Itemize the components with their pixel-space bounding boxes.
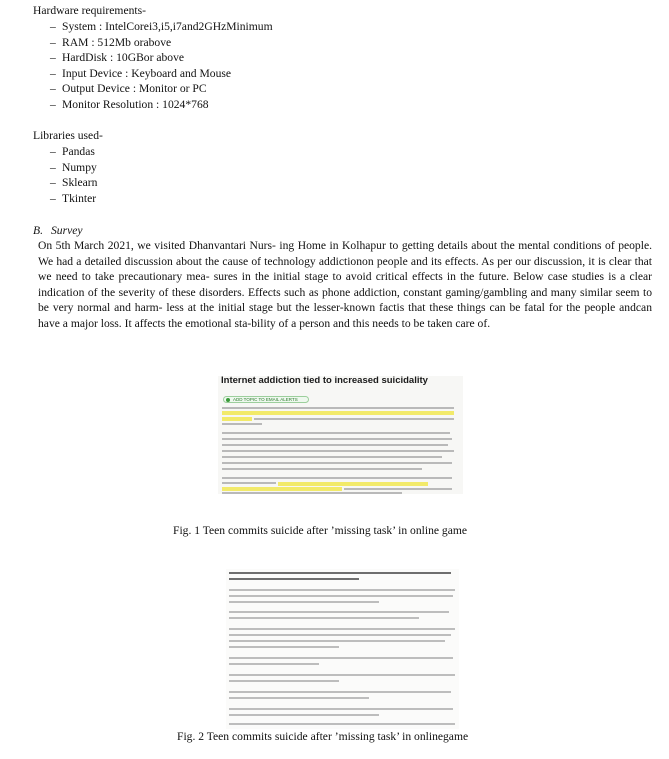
libraries-list [50,144,97,206]
figure-1-article-title: Internet addiction tied to increased suicidality [221,376,428,386]
list-item: – System : IntelCorei3,i5,i7and2GHzMinimum [50,20,273,33]
survey-paragraph: On 5th March 2021, we visited Dhanvantari Nurs- ing Home in Kolhapur to getting details about the mental conditions of people. We had a detailed discussion about the cause of technology addictionon people and its effects. As per our discussion, it is clear that we need to take precautionary mea- sures in the initial stage to avoid critical effects in the future. Below case studies is a clear indication of the severity of these disorders. Effects such as phone addiction, constant gaming/gambling and many similar seem to be very normal and harm- less at the initial stage but the lesser-known factis that these things can be fatal for the people andcan have a major loss. It affects the emotional sta-bility of a person and this needs to be taken care of. [38,239,652,330]
list-item: – Tkinter [50,191,97,205]
figure-1-image [218,376,463,494]
hardware-list [50,19,273,113]
list-item: – Output Device : Monitor or PC [50,82,207,96]
hardware-heading: Hardware requirements- [33,4,146,17]
list-item: – Input Device : Keyboard and Mouse [50,66,232,80]
figure-2-image [226,569,459,729]
plus-circle-icon [226,398,230,402]
figure-1-caption: Fig. 1 Teen commits suicide after ’missing task’ in online game [173,524,468,537]
list-item: – Numpy [50,160,97,174]
figure-2-caption: Fig. 2 Teen commits suicide after ’missing task’ in onlinegame [177,730,469,743]
list-item: – RAM : 512Mb orabove [50,35,172,49]
section-number: B. [33,224,43,237]
list-item: – Sklearn [50,176,98,190]
list-item: – HardDisk : 10GBor above [50,51,185,65]
section-heading-survey [33,223,83,239]
email-alert-badge: ADD TOPIC TO EMAIL ALERTS [223,396,309,403]
list-item: – Monitor Resolution : 1024*768 [50,97,209,111]
section-title: Survey [51,224,83,237]
libraries-heading: Libraries used- [33,129,103,142]
list-item: – Pandas [50,145,95,158]
